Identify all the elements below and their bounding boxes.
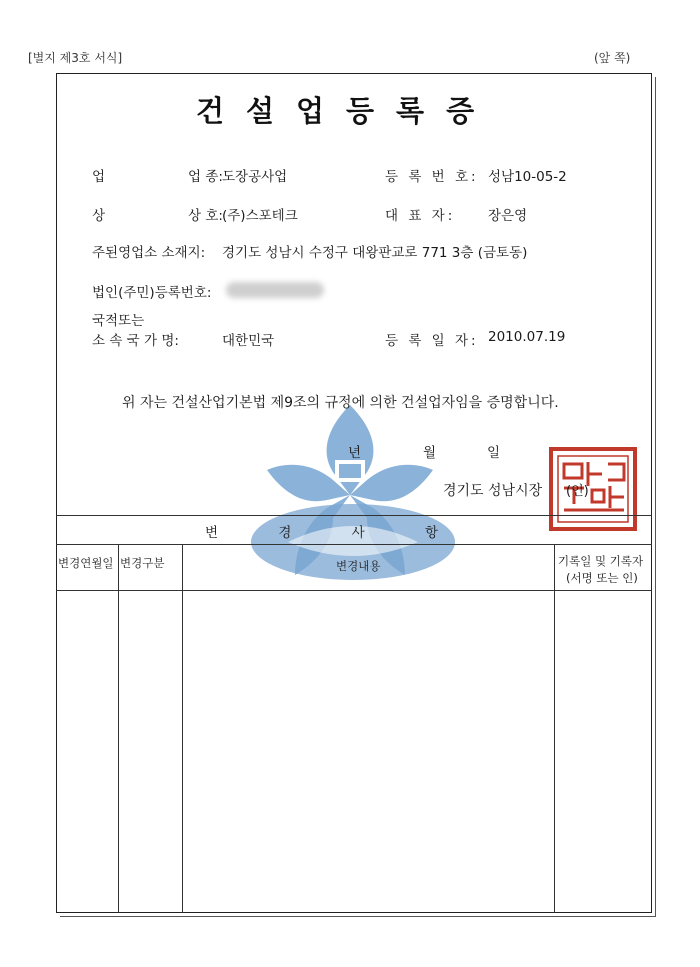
column-divider-2	[182, 544, 183, 913]
column-divider-3	[554, 544, 555, 913]
nationality-value: 대한민국	[222, 333, 275, 349]
changes-section-title: 변 경 사 항	[205, 525, 449, 541]
col-header-record-line1: 기록일 및 기록자	[558, 554, 644, 568]
representative-label: 대 표 자:	[385, 208, 456, 224]
page-side-label: (앞 쪽)	[594, 51, 631, 65]
date-year: 년	[348, 445, 362, 461]
col-header-change-content: 변경내용	[336, 559, 381, 573]
business-type-value: 도장공사업	[222, 169, 288, 185]
issuer-name: 경기도 성남시장	[443, 483, 543, 499]
table-top-border	[56, 515, 652, 516]
table-header-border	[56, 590, 652, 591]
seal-mark: (인)	[566, 484, 589, 499]
table-title-border	[56, 544, 652, 545]
registration-number-label: 등 록 번 호:	[385, 169, 479, 185]
nationality-label-line1: 국적또는	[92, 313, 145, 329]
redacted-reg-number	[226, 282, 324, 298]
col-header-change-date: 변경연월일	[58, 556, 114, 570]
registration-date-value: 2010.07.19	[488, 329, 566, 345]
date-month: 월	[423, 445, 437, 461]
certificate-title: 건설업등록증	[196, 94, 497, 128]
representative-value: 장은영	[488, 208, 528, 224]
nationality-label: 소 속 국 가 명:	[92, 333, 179, 349]
trade-name-label-lead: 상	[92, 208, 106, 224]
office-address-value: 경기도 성남시 수정구 대왕판교로 771 3층 (금토동)	[222, 245, 528, 261]
official-seal-icon	[548, 446, 638, 532]
business-type-label-lead: 업	[92, 169, 109, 185]
registration-date-label: 등 록 일 자:	[385, 333, 479, 349]
registration-number-value: 성남10-05-2	[488, 169, 567, 185]
column-divider-1	[118, 544, 119, 913]
business-type-label: 업 종:	[188, 169, 223, 185]
date-day: 일	[487, 445, 501, 461]
trade-name-value: (주)스포테크	[222, 208, 298, 224]
form-number-label: [별지 제3호 서식]	[28, 51, 123, 65]
office-address-label: 주된영업소 소재지:	[92, 245, 206, 261]
col-header-record-line2: (서명 또는 인)	[566, 571, 638, 585]
corp-reg-number-label: 법인(주민)등록번호:	[92, 285, 212, 301]
trade-name-label: 상 호:	[188, 208, 223, 224]
certification-statement: 위 자는 건설산업기본법 제9조의 규정에 의한 건설업자임을 증명합니다.	[122, 395, 559, 411]
col-header-change-type: 변경구분	[120, 556, 165, 570]
